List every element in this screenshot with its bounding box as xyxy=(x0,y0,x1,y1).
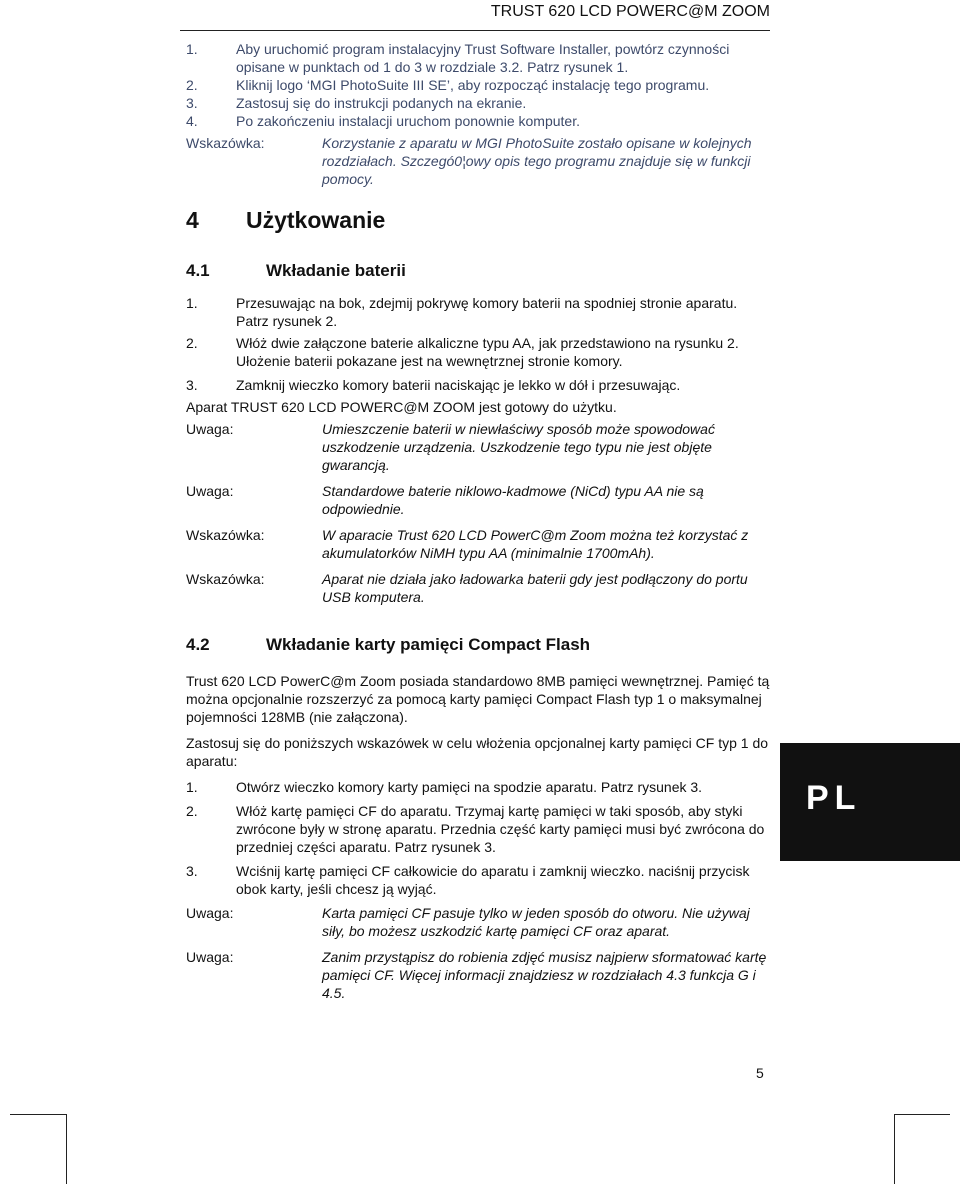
note-label: Wskazówka: xyxy=(186,571,265,587)
section-number: 4.1 xyxy=(186,261,210,280)
crop-mark-left-horizontal xyxy=(10,1114,66,1115)
header-title: TRUST 620 LCD POWERC@M ZOOM xyxy=(490,3,770,20)
chapter-title: Użytkowanie xyxy=(246,207,386,233)
battery-tip xyxy=(186,526,770,562)
item-number: 2. xyxy=(186,803,198,819)
section-title: Wkładanie karty pamięci Compact Flash xyxy=(266,635,591,654)
list-item xyxy=(186,802,770,856)
cf-steps-list xyxy=(186,778,770,898)
section-heading-4-1 xyxy=(186,260,770,282)
list-item xyxy=(186,862,770,898)
item-number: 3. xyxy=(186,377,198,393)
chapter-heading xyxy=(186,206,770,234)
item-text: Wciśnij kartę pamięci CF całkowicie do aparatu i zamknij wieczko. naciśnij przycisk obok karty, jeśli chcesz ją wyjąć. xyxy=(236,863,750,897)
note-text: Karta pamięci CF pasuje tylko w jeden sposób do otworu. Nie używaj siły, bo możesz uszkodzić kartę pamięci CF oraz aparat. xyxy=(322,905,750,939)
item-number: 1. xyxy=(186,41,198,57)
list-item xyxy=(186,376,770,394)
note-label: Uwaga: xyxy=(186,483,234,499)
item-text: Włóż kartę pamięci CF do aparatu. Trzymaj kartę pamięci w taki sposób, aby styki zwrócone były w stronę aparatu. Przednia część karty pamięci musi być zwrócona do przedniej części aparatu. Patrz rysunek 3. xyxy=(236,803,765,855)
item-text: Włóż dwie załączone baterie alkaliczne typu AA, jak przedstawiono na rysunku 2. Ułożenie baterii pokazane jest na wewnętrznej stronie komory. xyxy=(236,335,739,369)
crop-mark-right-horizontal xyxy=(894,1114,950,1115)
note-text: Korzystanie z aparatu w MGI PhotoSuite zostało opisane w kolejnych rozdziałach. Szczegó0¦owy opis tego programu znajduje się w funkcji pomocy. xyxy=(322,135,752,187)
page-body xyxy=(186,40,770,1002)
list-item xyxy=(186,40,770,76)
section-title: Wkładanie baterii xyxy=(266,261,406,280)
list-item xyxy=(186,778,770,796)
note-label: Wskazówka: xyxy=(186,527,265,543)
item-number: 4. xyxy=(186,113,198,129)
install-tip xyxy=(186,134,770,188)
battery-note xyxy=(186,420,770,474)
chapter-number: 4 xyxy=(186,207,199,233)
item-number: 3. xyxy=(186,863,198,879)
crop-mark-right-vertical xyxy=(894,1114,895,1184)
cf-note xyxy=(186,948,770,1002)
list-item xyxy=(186,334,770,370)
page-number: 5 xyxy=(756,1065,764,1081)
item-number: 2. xyxy=(186,77,198,93)
item-text: Przesuwając na bok, zdejmij pokrywę komory baterii na spodniej stronie aparatu. Patrz rysunek 2. xyxy=(236,295,738,329)
crop-mark-left-vertical xyxy=(66,1114,67,1184)
battery-tip xyxy=(186,570,770,606)
section-number: 4.2 xyxy=(186,635,210,654)
list-item xyxy=(186,112,770,130)
cf-instructions-paragraph: Zastosuj się do poniższych wskazówek w celu włożenia opcjonalnej karty pamięci CF typ 1 do aparatu: xyxy=(186,735,769,769)
item-number: 1. xyxy=(186,295,198,311)
list-item xyxy=(186,76,770,94)
note-label: Uwaga: xyxy=(186,421,234,437)
note-text: Aparat nie działa jako ładowarka baterii gdy jest podłączony do portu USB komputera. xyxy=(322,571,748,605)
cf-note xyxy=(186,904,770,940)
battery-steps-list xyxy=(186,294,770,394)
page-header xyxy=(180,0,770,31)
note-label: Uwaga: xyxy=(186,905,234,921)
install-steps-list xyxy=(186,40,770,130)
item-text: Aby uruchomić program instalacyjny Trust Software Installer, powtórz czynności opisane w punktach od 1 do 3 w rozdziale 3.2. Patrz rysunek 1. xyxy=(236,41,730,75)
note-label: Wskazówka: xyxy=(186,135,265,151)
language-tab: PL xyxy=(780,743,960,861)
battery-note xyxy=(186,482,770,518)
note-text: Umieszczenie baterii w niewłaściwy sposób może spowodować uszkodzenie urządzenia. Uszkodzenie tego typu nie jest objęte gwarancją. xyxy=(322,421,715,473)
item-text: Po zakończeniu instalacji uruchom ponownie komputer. xyxy=(236,113,580,129)
item-number: 3. xyxy=(186,95,198,111)
note-text: W aparacie Trust 620 LCD PowerC@m Zoom można też korzystać z akumulatorków NiMH typu AA (minimalnie 1700mAh). xyxy=(322,527,749,561)
item-text: Otwórz wieczko komory karty pamięci na spodzie aparatu. Patrz rysunek 3. xyxy=(236,779,703,795)
section-heading-4-2 xyxy=(186,634,770,656)
item-number: 1. xyxy=(186,779,198,795)
item-text: Zastosuj się do instrukcji podanych na ekranie. xyxy=(236,95,527,111)
item-text: Kliknij logo ‘MGI PhotoSuite III SE’, aby rozpocząć instalację tego programu. xyxy=(236,77,710,93)
cf-intro-paragraph: Trust 620 LCD PowerC@m Zoom posiada standardowo 8MB pamięci wewnętrznej. Pamięć tą można opcjonalnie rozszerzyć za pomocą karty pamięci Compact Flash typ 1 o maksymalnej pojemności 128MB (nie załączona). xyxy=(186,673,770,725)
note-text: Standardowe baterie niklowo-kadmowe (NiCd) typu AA nie są odpowiednie. xyxy=(322,483,704,517)
note-label: Uwaga: xyxy=(186,949,234,965)
note-text: Zanim przystąpisz do robienia zdjęć musisz najpierw sformatować kartę pamięci CF. Więcej informacji znajdziesz w rozdziałach 4.3 funkcja G i 4.5. xyxy=(322,949,767,1001)
list-item xyxy=(186,94,770,112)
list-item xyxy=(186,294,770,330)
item-number: 2. xyxy=(186,335,198,351)
item-text: Zamknij wieczko komory baterii naciskając je lekko w dół i przesuwając. xyxy=(236,377,681,393)
ready-text: Aparat TRUST 620 LCD POWERC@M ZOOM jest gotowy do użytku. xyxy=(186,399,617,415)
